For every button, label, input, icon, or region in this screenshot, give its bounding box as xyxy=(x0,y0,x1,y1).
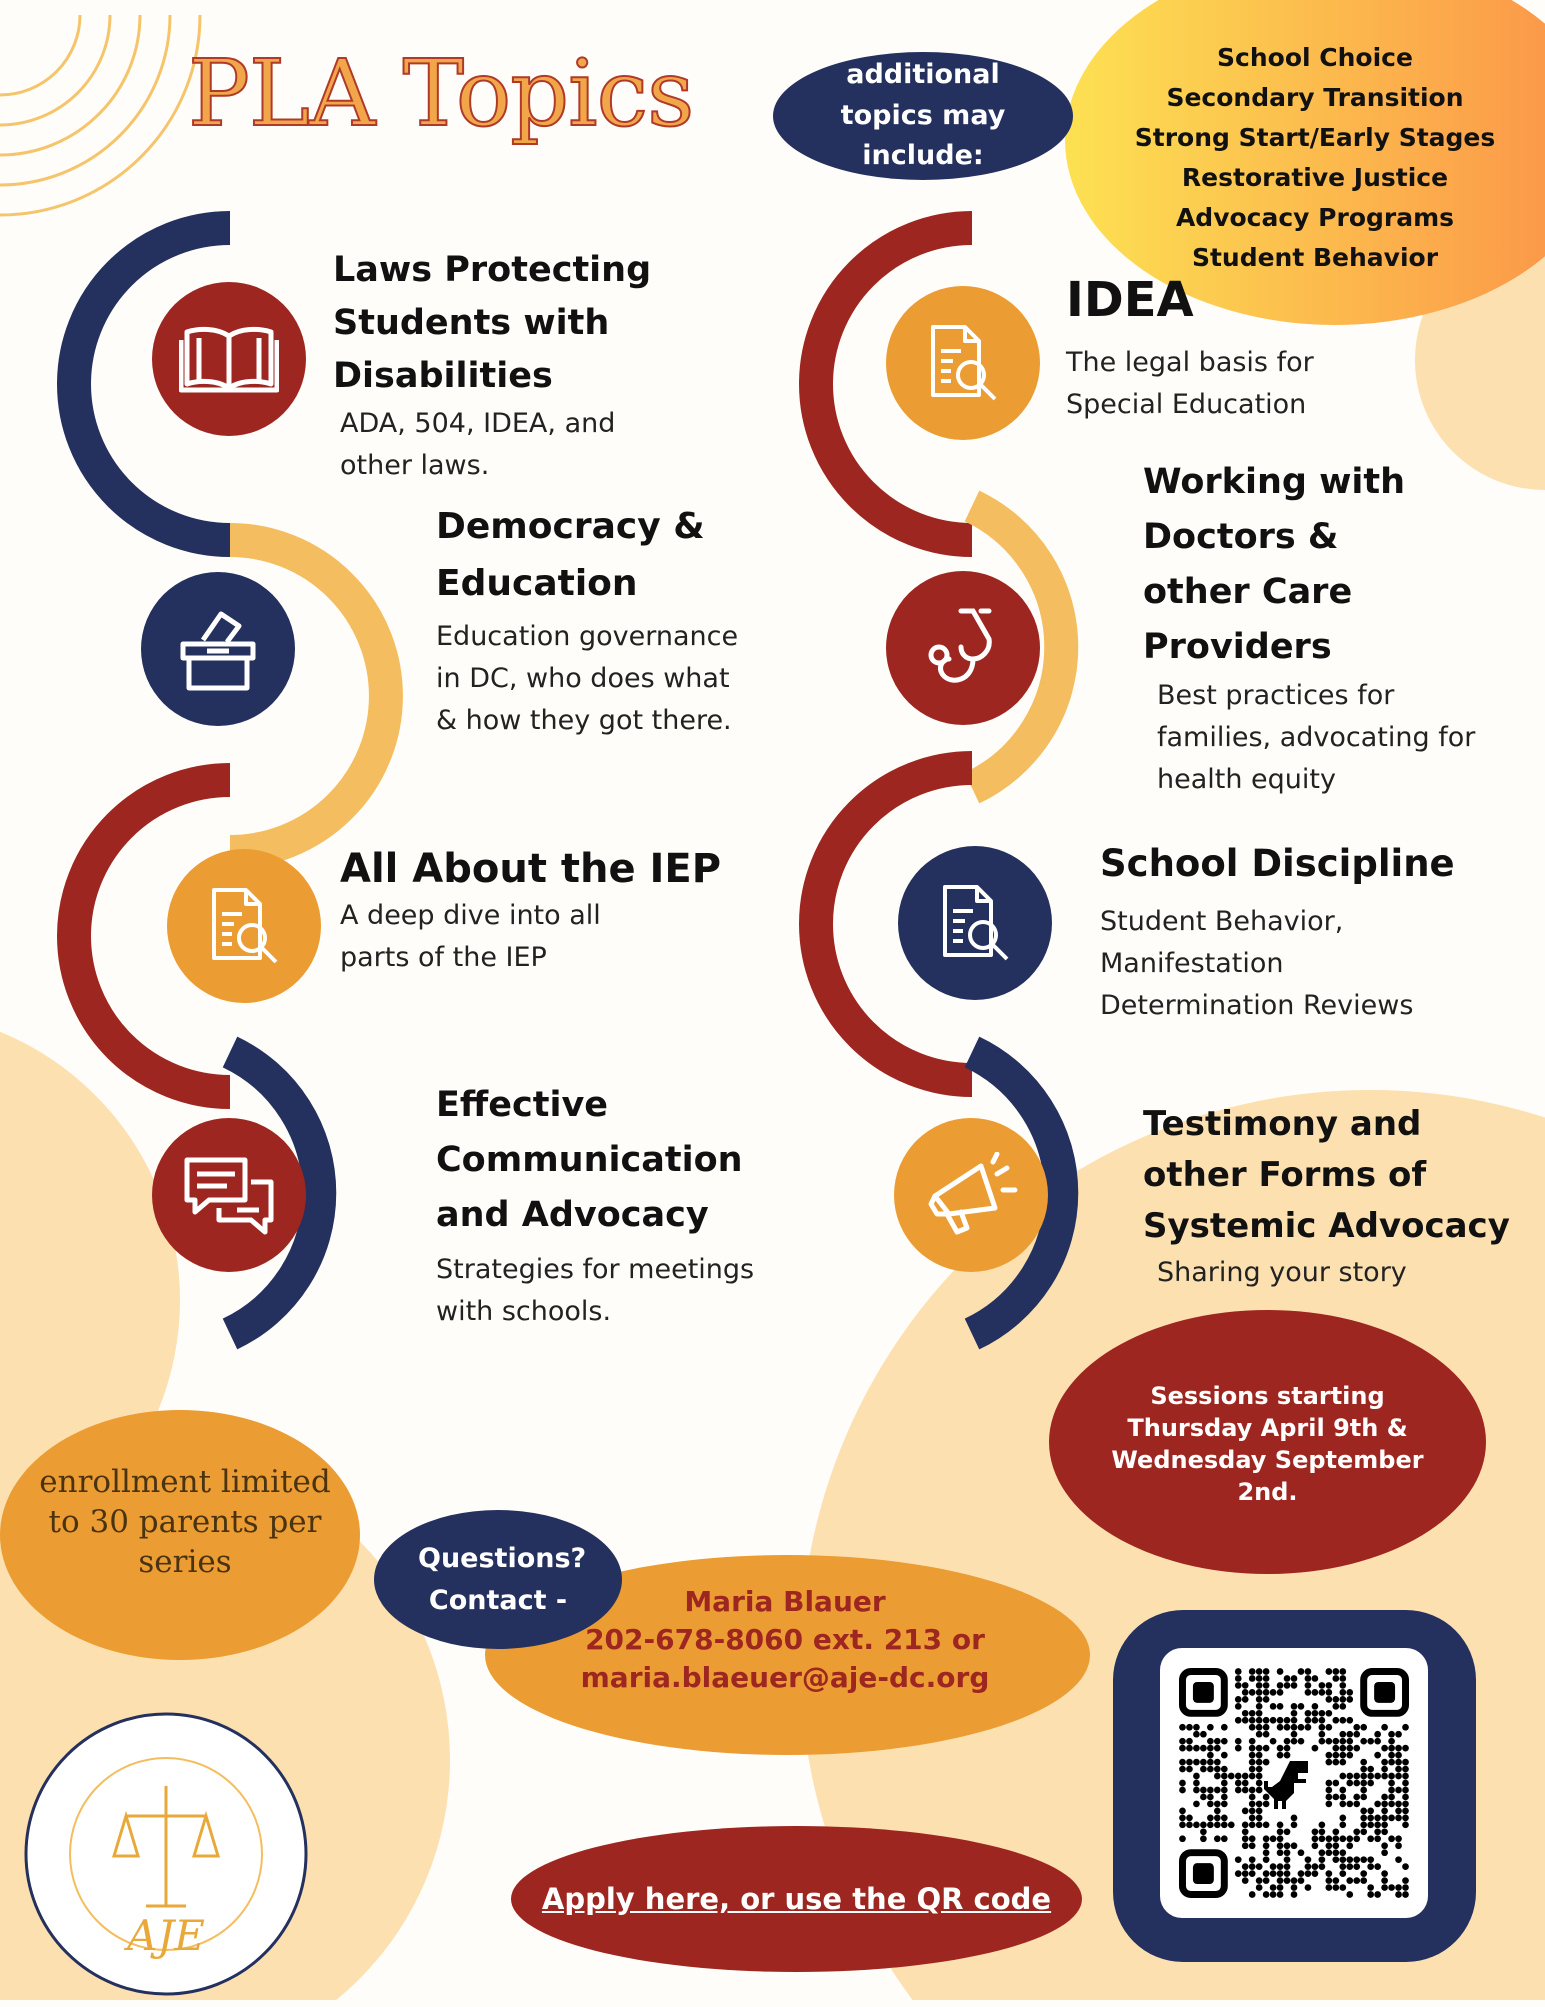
topic-desc: Education governance in DC, who does what & how they got there. xyxy=(436,621,739,736)
contact-name: Maria Blauer xyxy=(684,1585,886,1618)
book-icon xyxy=(152,282,306,436)
megaphone-icon xyxy=(894,1118,1048,1272)
additional-topic: Advocacy Programs xyxy=(1175,203,1455,232)
qr-pattern xyxy=(1160,1648,1428,1918)
additional-topics-label: additional topics may include: xyxy=(773,52,1073,180)
topic-desc: Best practices for families, advocating for health equity xyxy=(1157,680,1476,795)
additional-topics-list xyxy=(1100,38,1530,278)
topic-heading: IDEA xyxy=(1066,272,1194,328)
topic-iep xyxy=(340,843,740,979)
speech-bubbles-icon xyxy=(152,1118,306,1272)
additional-topic: School Choice xyxy=(1217,43,1413,72)
additional-topic: Strong Start/Early Stages xyxy=(1134,123,1496,152)
topic-testimony xyxy=(1143,1099,1543,1294)
topic-democracy xyxy=(436,498,746,742)
contact-phone[interactable]: 202-678-8060 ext. 213 or xyxy=(585,1623,985,1656)
additional-topic: Student Behavior xyxy=(1191,243,1439,272)
logo-initials: AJE xyxy=(127,1911,205,1960)
topic-desc: A deep dive into all parts of the IEP xyxy=(340,900,601,973)
document-search-icon xyxy=(167,849,321,1003)
topic-idea xyxy=(1066,270,1366,426)
document-search-icon xyxy=(886,286,1040,440)
topic-communication xyxy=(436,1078,816,1333)
sessions-badge: Sessions starting Thursday April 9th & Wednesday September 2nd. xyxy=(1049,1310,1486,1574)
topic-heading: Working with Doctors & other Care Providers xyxy=(1143,462,1406,667)
aje-logo xyxy=(18,1706,315,2003)
additional-topic: Restorative Justice xyxy=(1181,163,1449,192)
topic-desc: Sharing your story xyxy=(1157,1257,1407,1288)
topic-desc: The legal basis for Special Education xyxy=(1066,347,1314,420)
topic-heading: Democracy & Education xyxy=(436,506,705,604)
topic-heading: All About the IEP xyxy=(340,846,722,892)
document-search-icon xyxy=(898,846,1052,1000)
topic-doctors xyxy=(1143,455,1483,801)
ballot-box-icon xyxy=(141,572,295,726)
topic-heading: Laws Protecting Students with Disabilities xyxy=(333,250,652,396)
contact-email[interactable]: maria.blaeuer@aje-dc.org xyxy=(580,1661,990,1694)
enrollment-note: enrollment limited to 30 parents per series xyxy=(39,1464,331,1580)
apply-button[interactable] xyxy=(511,1826,1082,1972)
topic-heading: Testimony and other Forms of Systemic Advocacy xyxy=(1143,1104,1510,1246)
stethoscope-icon xyxy=(886,571,1040,725)
topic-heading: School Discipline xyxy=(1100,842,1455,885)
topic-heading: Effective Communication and Advocacy xyxy=(436,1085,743,1235)
qr-code[interactable] xyxy=(1160,1648,1428,1918)
topic-discipline xyxy=(1100,836,1500,1027)
topic-laws xyxy=(333,244,663,487)
page-title: PLA Topics xyxy=(188,40,694,147)
topic-desc: ADA, 504, IDEA, and other laws. xyxy=(340,408,616,481)
topic-desc: Student Behavior, Manifestation Determination Reviews xyxy=(1100,906,1414,1021)
apply-link[interactable]: Apply here, or use the QR code xyxy=(541,1882,1052,1916)
topic-desc: Strategies for meetings with schools. xyxy=(436,1254,755,1327)
additional-topic: Secondary Transition xyxy=(1166,83,1464,112)
questions-badge: Questions? Contact - xyxy=(374,1510,622,1649)
